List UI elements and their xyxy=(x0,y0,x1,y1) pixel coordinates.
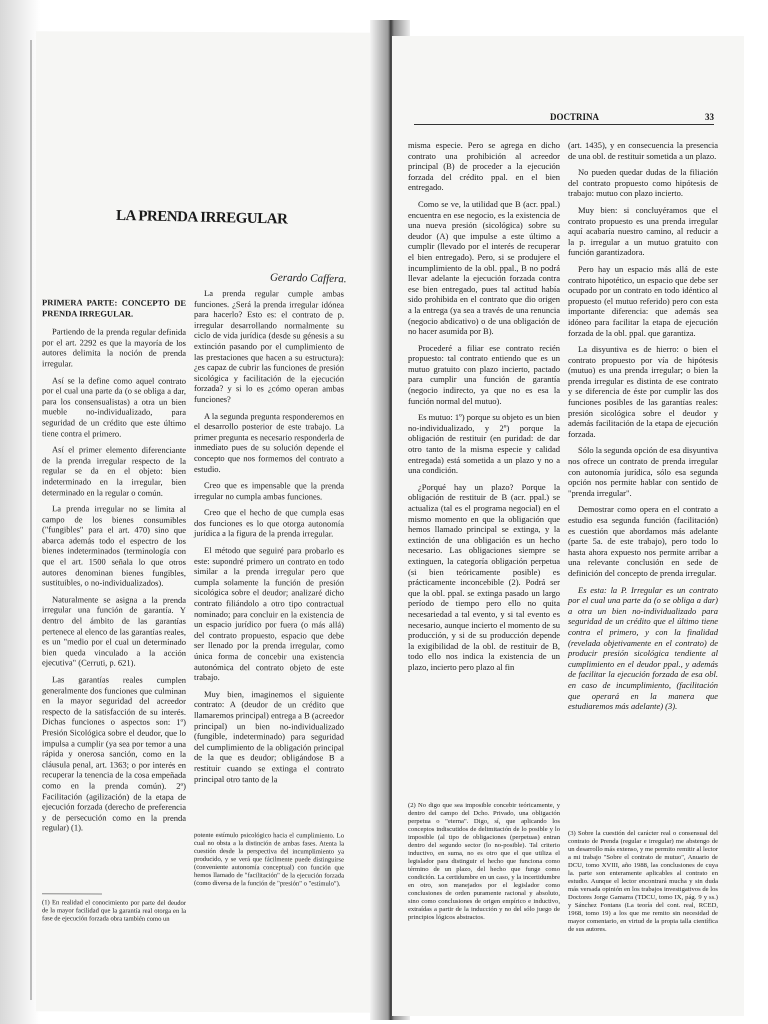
left-column-2 xyxy=(194,288,344,829)
footnote-1-continued: potente estímulo psicológico hacia el cumplimiento. Lo cual no obsta a la distinción de ambas fases. Atenta la cuestión desde la perspectiva del incumplimiento ya producido, y se verá que fácilmente puede distinguirse (conveniente autonomía conceptual) con función que hemos llamado de "facilitación" de la ejecución forzada (como diversa de la función de "presión" o "estímulo"). xyxy=(194,831,344,888)
paragraph: Demostrar como opera en el contrato a estudio esa segunda función (facilitación) es cuestión que abordamos más adelante (parte 5a. de este trabajo), pero todo lo hasta ahora expuesto nos permite arribar a una relevante conclusión en sede de definición del concepto de prenda irregular. xyxy=(568,504,718,578)
paragraph: Pero hay un espacio más allá de este contrato hipotético, un espacio que debe ser ocupado por un contrato en todo idéntico al propuesto (el mutuo referido) pero con esta importante diferencia: que además sea idóneo para facilitar la etapa de ejecución forzada de la obl. ppal. que garantiza. xyxy=(568,263,718,338)
paragraph: Sólo la segunda opción de esa disyuntiva nos ofrece un contrato de prenda irregular con autonomía jurídica, sólo esa segunda opción nos permite hablar con sentido de "prenda irregular". xyxy=(568,445,718,498)
paragraph: Creo que es impensable que la prenda irregular no cumpla ambas funciones. xyxy=(194,480,344,502)
paragraph: Es mutuo: 1º) porque su objeto es un bien no-individualizado, y 2º) porque la obligación de restituir (en puridad: de dar otro tanto de la misma especie y calidad entregada) está sometida a un plazo y no a una condición. xyxy=(408,412,560,476)
paragraph: La prenda regular cumple ambas funciones. ¿Será la prenda irregular idónea para hacerlo? Esto es: el contrato de p. irregular desarrollando normalmente su ciclo de vida jurídica (desde su génesis a su extinción pasando por el cumplimiento de las prestaciones que hacen a su estructura): ¿es capaz de cubrir las funciones de presión sicológica y facilitación de la ejecución forzada? y si lo es ¿cómo operan ambas funciones? xyxy=(194,287,344,405)
paragraph: Muy bien: si concluyéramos que el contrato propuesto es una prenda irregular aquí acabaría nuestro camino, al reducir a la p. irregular a un mutuo gratuito con función garantizadora. xyxy=(568,204,718,258)
footnote-3: (3) Sobre la cuestión del carácter real o consensual del contrato de Prenda (regular e irregular) me abstengo de un desarrollo más extenso, y me permito remitir al lector a mi trabajo "Sobre el contrato de mutuo", Anuario de DCU, tomo XVIII, año 1988, las conclusiones de cuya la. parte son enteramente aplicables al contrato en estudio. Aunque el lector encontrará mucha y sin duda más versada opinión en los trabajos investigativos de los Doctores Jorge Gamarra (TDCU, tomo IX, pág. 9 y ss.) y Sánchez Fontans (La teoría del cont. real, RCED, 1968, tomo 19) a los que me remito sin necesidad de mayor comentario, en virtud de la propia talla científica de sus autores. xyxy=(568,830,718,933)
paragraph: A la segunda pregunta responderemos en el desarrollo posterior de este trabajo. La primer pregunta es necesario responderla de inmediato pues de su solución depende el concepto que nos formemos del contrato a estudio. xyxy=(194,410,344,474)
scanner-edge-shadow xyxy=(0,0,40,1024)
paragraph: Muy bien, imaginemos el siguiente contrato: A (deudor de un crédito que llamaremos principal) entrega a B (acreedor principal) un bien no-individualizado (fungible, indeterminado) para seguridad del cumplimiento de la obligación principal de la que es deudor; obligándose B a restituir cuando se extinga el contrato principal otro tanto de la xyxy=(194,688,344,784)
paragraph: La disyuntiva es de hierro: o bien el contrato propuesto por vía de hipótesis (mutuo) es una prenda irregular; o bien la prenda irregular es distinta de ese contrato y se diferencia de éste por cumplir las dos funciones posibles de las garantías reales: presión sicológica sobre el deudor y además facilitación de la etapa de ejecución forzada. xyxy=(568,344,718,439)
right-column-2 xyxy=(568,140,718,830)
author-name: Gerardo Caffera. xyxy=(269,271,347,286)
right-page xyxy=(392,36,744,1016)
paragraph: Como se ve, la utilidad que B (acr. ppal.) encuentra en ese negocio, es la existencia de una nueva presión (sicológica) sobre su deudor (A) que impulse a este último a cumplir (llevado por el interés de recuperar el bien entregado). Pero, si se produjere el incumplimiento de la obl. ppal., B no podrá llevar adelante la ejecución forzada contra ese bien entregado, pues tal actitud había sido prohibida en el contrato que dio origen a la entrega (ya sea a través de una renuncia (negocio abdicativo) o de una obligación de no hacer asumida por B). xyxy=(408,198,560,337)
left-column-1 xyxy=(42,297,186,833)
paragraph: La prenda irregular no se limita al campo de los bienes consumibles ("fungibles" para el art. 470) sino que abarca además todo el espectro de los bienes indeterminados (terminología con que el art. 1500 señala lo que otros autores denominan bienes fungibles, sustituibles, o no-individualizados). xyxy=(42,503,186,589)
paragraph: Naturalmente se asigna a la prenda irregular una función de garantía. Y dentro del ámbito de las garantías pertenece al elenco de las garantías reales, es un "medio por el cual un determinado bien queda vinculado a la acción ejecutiva" (Cerruti, p. 621). xyxy=(42,594,186,669)
paragraph: Procederé a filiar ese contrato recién propuesto: tal contrato entiendo que es un mutuo gratuito con plazo incierto, pactado para cumplir una función de garantía (negocio indirecto, ya que no es esa la función normal del mutuo). xyxy=(408,342,560,406)
paragraph: Partiendo de la prenda regular definida por el art. 2292 es que la mayoría de los autores delimita la noción de prenda irregular. xyxy=(42,326,186,369)
page-edge-line xyxy=(30,40,32,1000)
footnote-2: (2) No digo que sea imposible concebir teóricamente, y dentro del campo del Dcho. Privado, una obligación perpetua o "eterna". Digo, sí, que aplicando los conceptos indiscutidos de delimitación de lo posible y lo imposible (al tipo de obligaciones (perpetuas) entran dentro del segundo sector (lo no-posible). Tal criterio inductivo, en suma, no es otro que el que utiliza el legislador para distinguir el hecho que funciona como término de un plazo, del hecho que funge como condición. La certidumbre en un caso, y la incertidumbre en otro, son manejados por el legislador como conclusiones de orden puramente racional y absoluto, sino como conclusiones de origen empírico e inductivo, extraídas a partir de la inducción y no del sólo juego de principios lógicos abstractos. xyxy=(408,802,560,921)
paragraph: Las garantías reales cumplen generalmente dos funciones que culminan en la mayor seguridad del acreedor respecto de la satisfacción de su interés. Dichas funciones o aspectos son: 1º) Presión Sicológica sobre el deudor, que lo impulsa a cumplir (ya sea por temor a una rápida y onerosa sanción, como en la cláusula penal, art. 1363; o por interés en recuperar la tenencia de la cosa empeñada como en la prenda común). 2º) Facilitación (agilización) de la etapa de ejecución forzada (derecho de preferencia y de persecución como en la prenda regular) (1). xyxy=(42,674,186,833)
footnote-rule xyxy=(42,893,102,894)
section-heading: PRIMERA PARTE: CONCEPTO DE PRENDA IRREGULAR. xyxy=(42,297,186,319)
left-page xyxy=(36,31,386,1013)
article-title: LA PRENDA IRREGULAR xyxy=(115,207,288,228)
paragraph: misma especie. Pero se agrega en dicho contrato una prohibición al acreedor principal (B) de proceder a la ejecución forzada del crédito ppal. en el bien entregado. xyxy=(408,140,560,193)
page-number: 33 xyxy=(705,112,714,122)
definition-paragraph: Es esta: la P. Irregular es un contrato por el cual una parte da (o se obliga a dar) a otra un bien no-individualizado para seguridad de un crédito que el último tiene contra el primero, y con la finalidad (revelada objetivamente en el contrato) de producir presión sicológica tendiente al cumplimiento en el deudor ppal., y además de facilitar la ejecución forzada de esa obl. en caso de incumplimiento, (facilitación que operará en la manera que estudiaremos más adelante) (3). xyxy=(568,584,718,712)
paragraph: Así se la define como aquel contrato por el cual una parte da (o se obliga a dar, para los consensualistas) a otra un bien mueble no-individualizado, para seguridad de un crédito que este último tiene contra el primero. xyxy=(42,374,186,439)
running-head: DOCTRINA xyxy=(550,112,600,122)
paragraph: No pueden quedar dudas de la filiación del contrato propuesto como hipótesis de trabajo: mutuo con plazo incierto. xyxy=(568,167,718,199)
paragraph: Así el primer elemento diferenciante de la prenda irregular respecto de la regular se da en el objeto: bien indeterminado en la irregular, bien determinado en la regular o común. xyxy=(42,444,186,498)
running-header xyxy=(414,112,714,125)
paragraph: El método que seguiré para probarlo es este: supondré primero un contrato en todo similar a la prenda irregular pero que cumpla solamente la función de presión sicológica sobre el deudor; analizaré dicho contrato filiándolo a otro tipo contractual nominado; para concluir en la existencia de un espacio jurídico por fuera (o más allá) del contrato propuesto, espacio que debe ser llenado por la prenda irregular, como única forma de concebir una existencia autonómica del contrato objeto de este trabajo. xyxy=(194,545,344,683)
footnote-1: (1) En realidad el conocimiento por parte del deudor de la mayor facilidad que la garantía real otorga en la fase de ejecución forzada obra también como un xyxy=(42,899,186,923)
paragraph: Creo que el hecho de que cumpla esas dos funciones es lo que otorga autonomía jurídica a la figura de la prenda irregular. xyxy=(194,507,344,540)
paragraph: ¿Porqué hay un plazo? Porque la obligación de restituir de B (acr. ppal.) se actualiza (tal es el programa negocial) en el mismo momento en que la obligación que hemos llamado principal se extinga, y la extinción de una obligación es un hecho necesario. Las obligaciones siempre se extinguen, la categoría obligación perpetua (si bien teóricamente posible) es prácticamente inconcebible (2). Podrá ser que la obl. ppal. se extinga pasado un largo período de tiempo pero ello no quita necesariedad a tal evento, y si tal evento es necesario, aunque incierto el momento de su producción, y si de su producción depende la exigibilidad de la obl. de restituir de B, todo ello nos indica la existencia de un plazo, incierto pero plazo al fin xyxy=(408,481,560,672)
right-column-1 xyxy=(408,140,560,740)
paragraph: (art. 1435), y en consecuencia la presencia de una obl. de restituir sometida a un plazo. xyxy=(568,140,718,161)
